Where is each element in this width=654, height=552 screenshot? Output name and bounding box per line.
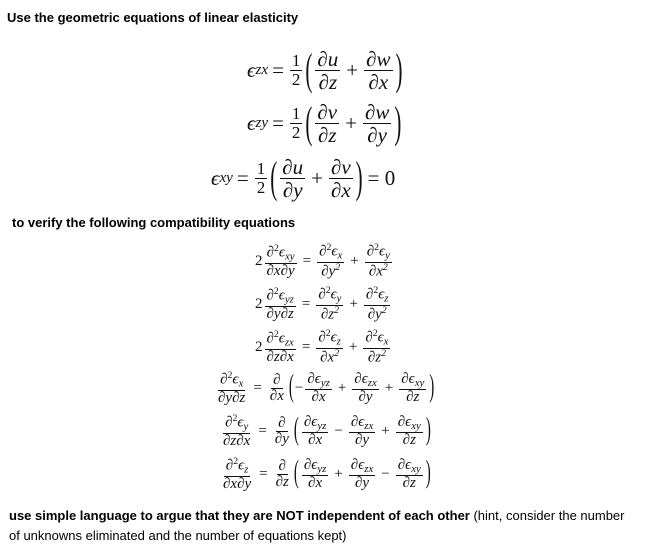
superscript: 2 — [381, 347, 386, 359]
subscript: zx — [284, 336, 294, 349]
partial: ∂ — [365, 286, 374, 303]
superscript: 2 — [326, 242, 332, 253]
partial: ∂ — [225, 414, 233, 431]
numerator: ∂ — [273, 371, 281, 388]
geometric-equation-zy — [247, 97, 402, 148]
subscript: zx — [364, 462, 374, 475]
partial: ∂ — [303, 413, 312, 430]
right-paren: ) — [355, 152, 363, 203]
geometric-equation-xy — [211, 152, 399, 203]
left-paren: ( — [288, 370, 294, 405]
partial: ∂ — [303, 456, 312, 473]
partial: ∂ — [225, 457, 234, 474]
plus-sign: + — [350, 253, 359, 270]
denominator: ∂z — [275, 474, 289, 491]
epsilon: ϵ — [378, 286, 385, 303]
partial: ∂ — [401, 370, 409, 387]
subscript: z — [384, 292, 389, 305]
superscript: 2 — [325, 328, 331, 339]
denominator: ∂x — [368, 70, 389, 95]
denominator: ∂y — [367, 123, 387, 148]
denominator: ∂y∂z — [266, 305, 294, 322]
subscript: x — [337, 249, 343, 262]
plus-sign: + — [345, 111, 357, 136]
epsilon: ϵ — [358, 413, 365, 430]
coefficient: 2 — [255, 296, 263, 313]
partial: ∂ — [266, 287, 274, 304]
compatibility-equation-xy — [255, 243, 394, 280]
epsilon: ϵ — [377, 329, 384, 346]
superscript: 2 — [334, 304, 339, 316]
epsilon: ϵ — [278, 244, 285, 261]
denominator: ∂y — [355, 432, 370, 449]
denominator: 2 — [256, 178, 266, 198]
left-paren: ( — [270, 152, 278, 203]
partial: ∂ — [220, 371, 228, 388]
denominator: ∂z∂x — [223, 432, 251, 449]
left-paren: ( — [293, 413, 299, 448]
compatibility-equation-x — [214, 371, 435, 407]
denominator: ∂z — [402, 432, 416, 449]
subscript: yz — [317, 419, 327, 432]
superscript: 2 — [273, 328, 279, 340]
subscript: yz — [284, 293, 294, 306]
coefficient: 2 — [255, 339, 263, 356]
epsilon: ϵ — [358, 456, 365, 473]
epsilon-symbol: ϵ — [211, 166, 220, 191]
equals-sign: = — [253, 380, 262, 397]
denominator: ∂y — [274, 431, 289, 448]
superscript: 2 — [273, 285, 279, 297]
subscript: xy — [219, 170, 233, 187]
left-paren: ( — [305, 97, 313, 148]
epsilon: ϵ — [408, 370, 415, 387]
epsilon: ϵ — [330, 329, 337, 346]
denominator: ∂x∂y — [223, 475, 252, 492]
sign: − — [381, 466, 390, 483]
superscript: 2 — [274, 242, 279, 254]
plus-sign: + — [348, 339, 358, 356]
epsilon: ϵ — [405, 413, 412, 430]
superscript: 2 — [233, 456, 239, 467]
subscript: x — [383, 335, 389, 348]
superscript: 2 — [325, 285, 331, 296]
subscript: xy — [414, 376, 425, 389]
partial: ∂ — [365, 329, 373, 346]
superscript: 2 — [334, 347, 340, 359]
numerator: ∂v — [330, 155, 351, 179]
epsilon: ϵ — [311, 456, 318, 473]
denominator: 2 — [291, 70, 301, 90]
denominator: ∂y∂z — [218, 389, 246, 406]
subscript: z — [244, 463, 249, 476]
plus-sign: + — [349, 296, 358, 313]
sign: − — [294, 380, 304, 397]
right-paren: ) — [425, 413, 431, 448]
coefficient: 2 — [255, 253, 263, 270]
epsilon: ϵ — [278, 287, 285, 304]
task-hint: (hint, consider the number — [469, 508, 625, 523]
partial: ∂ — [318, 286, 326, 303]
partial: ∂ — [318, 329, 326, 346]
subscript: z — [336, 335, 341, 348]
superscript: 2 — [372, 328, 378, 339]
numerator: ∂w — [364, 100, 390, 124]
subscript: xy — [284, 250, 295, 263]
compatibility-equation-y — [219, 414, 432, 450]
denominator: ∂x — [308, 432, 323, 449]
numerator: ∂w — [366, 47, 391, 71]
denominator: ∂y — [282, 178, 303, 203]
partial: ∂ — [266, 330, 274, 347]
denominator: 2 — [291, 123, 301, 143]
geometric-equation-zx — [247, 44, 404, 95]
denominator: ∂y — [358, 389, 373, 406]
denominator: ∂y — [367, 306, 382, 323]
right-paren: ) — [394, 97, 402, 148]
equals-zero: = 0 — [367, 166, 396, 191]
sign: + — [384, 380, 394, 397]
partial: ∂ — [350, 413, 359, 430]
subscript: zx — [255, 62, 269, 79]
denominator: ∂x∂y — [266, 262, 295, 279]
numerator: ∂ — [278, 414, 286, 431]
task-line-2: of unknowns eliminated and the number of equations kept) — [9, 528, 347, 543]
right-paren: ) — [429, 370, 435, 405]
partial: ∂ — [397, 456, 406, 473]
right-paren: ) — [395, 44, 403, 95]
denominator: ∂z — [406, 389, 420, 406]
numerator: 1 — [291, 104, 301, 124]
superscript: 2 — [227, 370, 233, 381]
left-paren: ( — [305, 44, 313, 95]
epsilon: ϵ — [379, 243, 386, 260]
subscript: x — [238, 377, 244, 390]
equals-sign: = — [272, 58, 284, 83]
equals-sign: = — [301, 296, 311, 313]
task-instruction: use simple language to argue that they are NOT independent of each other — [9, 508, 470, 523]
denominator: ∂x — [308, 475, 323, 492]
superscript: 2 — [335, 261, 341, 273]
numerator: ∂ — [278, 457, 286, 474]
denominator: ∂y — [354, 475, 370, 492]
subscript: zy — [255, 115, 269, 132]
equals-sign: = — [272, 111, 284, 136]
subscript: y — [336, 292, 342, 305]
partial: ∂ — [366, 243, 375, 260]
sign: − — [334, 423, 343, 440]
denominator: ∂z — [367, 349, 382, 366]
denominator: ∂x — [368, 263, 383, 280]
task-line-1 — [9, 507, 625, 525]
epsilon-symbol: ϵ — [247, 111, 256, 136]
subscript: y — [243, 420, 249, 433]
equals-sign: = — [236, 166, 249, 191]
epsilon: ϵ — [331, 243, 338, 260]
subscript: zx — [364, 419, 374, 432]
denominator: ∂z — [320, 306, 335, 323]
superscript: 2 — [232, 413, 238, 424]
epsilon: ϵ — [330, 286, 337, 303]
denominator: ∂z — [402, 475, 416, 492]
epsilon: ϵ — [361, 370, 368, 387]
right-paren: ) — [425, 456, 431, 491]
subscript: xy — [411, 419, 421, 432]
denominator: ∂x — [330, 178, 351, 203]
numerator: 1 — [291, 51, 301, 71]
subscript: yz — [320, 376, 330, 389]
partial: ∂ — [319, 243, 327, 260]
verify-heading: to verify the following compatibility equations — [12, 215, 296, 230]
epsilon: ϵ — [311, 413, 318, 430]
sign: + — [334, 466, 343, 483]
superscript: 2 — [381, 304, 387, 316]
subscript: y — [385, 249, 390, 262]
subscript: zx — [367, 376, 377, 389]
numerator: 1 — [256, 159, 266, 179]
compatibility-equation-z — [219, 457, 432, 493]
partial: ∂ — [350, 456, 359, 473]
intro-heading: Use the geometric equations of linear elasticity — [7, 10, 299, 25]
epsilon: ϵ — [232, 371, 239, 388]
denominator: ∂y — [321, 263, 336, 280]
epsilon: ϵ — [238, 457, 245, 474]
denominator: ∂z∂x — [266, 348, 294, 365]
partial: ∂ — [397, 413, 406, 430]
equals-sign: = — [258, 423, 267, 440]
numerator: ∂v — [317, 100, 338, 124]
compatibility-equation-zx — [255, 329, 392, 366]
epsilon: ϵ — [278, 330, 285, 347]
partial: ∂ — [266, 244, 275, 261]
superscript: 2 — [374, 242, 380, 253]
denominator: ∂z — [318, 70, 338, 95]
plus-sign: + — [311, 166, 323, 191]
partial: ∂ — [354, 370, 362, 387]
sign: + — [337, 380, 347, 397]
denominator: ∂x — [320, 349, 335, 366]
subscript: yz — [317, 462, 327, 475]
epsilon: ϵ — [237, 414, 244, 431]
left-paren: ( — [293, 456, 299, 491]
partial: ∂ — [307, 370, 315, 387]
epsilon-symbol: ϵ — [247, 58, 256, 83]
equals-sign: = — [301, 339, 311, 356]
compatibility-equation-yz — [255, 286, 392, 323]
denominator: ∂z — [317, 123, 337, 148]
equals-sign: = — [259, 466, 268, 483]
superscript: 2 — [373, 285, 379, 296]
denominator: ∂x — [311, 389, 326, 406]
equals-sign: = — [302, 253, 312, 270]
superscript: 2 — [382, 261, 388, 273]
numerator: ∂u — [282, 155, 304, 179]
denominator: ∂x — [269, 388, 284, 405]
numerator: ∂u — [317, 47, 339, 71]
epsilon: ϵ — [314, 370, 321, 387]
sign: + — [381, 423, 390, 440]
subscript: xy — [411, 462, 421, 475]
epsilon: ϵ — [405, 456, 412, 473]
plus-sign: + — [346, 58, 359, 83]
